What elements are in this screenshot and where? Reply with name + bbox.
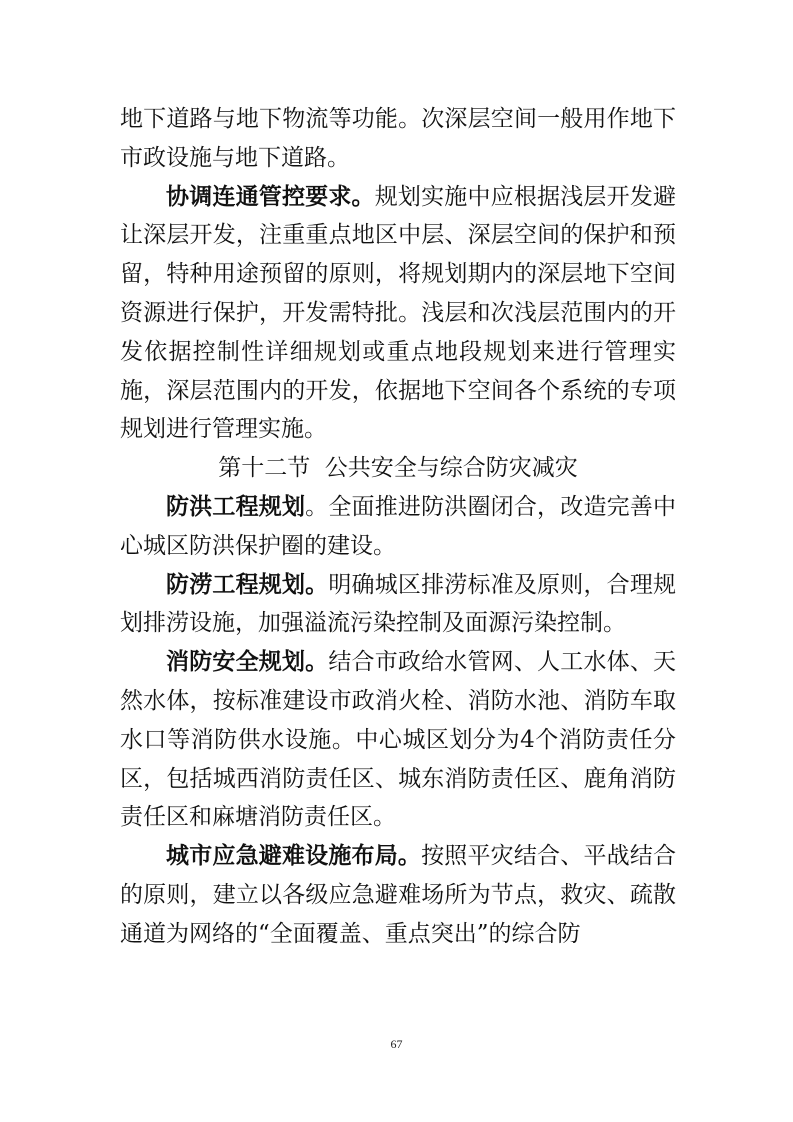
paragraph-continuation — [120, 100, 676, 178]
paragraph-waterlogging — [120, 566, 676, 644]
section-title: 第十二节 公共安全与综合防灾减灾 — [218, 455, 578, 482]
paragraph-text: 地下道路与地下物流等功能。次深层空间一般用作地下市政设施与地下道路。 — [120, 106, 676, 171]
paragraph-fire-safety — [120, 643, 676, 837]
document-body — [120, 100, 676, 954]
paragraph-text: 规划实施中应根据浅层开发避让深层开发，注重重点地区中层、深层空间的保护和预留，特种用途预留的原则，将规划期内的深层地下空间资源进行保护，开发需特批。浅层和次浅层范围内的开发依据控制性详细规划或重点地段规划来进行管理实施，深层范围内的开发，依据地下空间各个系统的专项规划进行管理实施。 — [120, 183, 677, 443]
paragraph-lead: 协调连通管控要求。 — [166, 183, 375, 210]
paragraph-text: 。全面推进防洪圈闭合，改造完善中心城区防洪保护圈的建设。 — [120, 493, 677, 559]
paragraph-lead: 防涝工程规划。 — [166, 571, 329, 598]
paragraph-coordination — [120, 178, 676, 450]
paragraph-lead: 城市应急避难设施布局。 — [166, 843, 422, 870]
paragraph-lead: 消防安全规划。 — [166, 649, 329, 676]
page-number: 67 — [390, 1037, 403, 1051]
paragraph-text: 明确城区排涝标准及原则，合理规划排涝设施，加强溢流污染控制及面源污染控制。 — [120, 571, 677, 637]
paragraph-lead: 防洪工程规划 — [166, 493, 306, 520]
paragraph-emergency-shelter — [120, 837, 676, 953]
paragraph-flood-control — [120, 488, 676, 566]
paragraph-text: 结合市政给水管网、人工水体、天然水体，按标准建设市政消火栓、消防水池、消防车取水口等消防供水设施。中心城区划分为4个消防责任分区，包括城西消防责任区、城东消防责任区、鹿角消防责任区和麻塘消防责任区。 — [120, 649, 677, 831]
paragraph-text: 按照平灾结合、平战结合的原则，建立以各级应急避难场所为节点，救灾、疏散通道为网络的“全面覆盖、重点突出”的综合防 — [120, 843, 677, 947]
